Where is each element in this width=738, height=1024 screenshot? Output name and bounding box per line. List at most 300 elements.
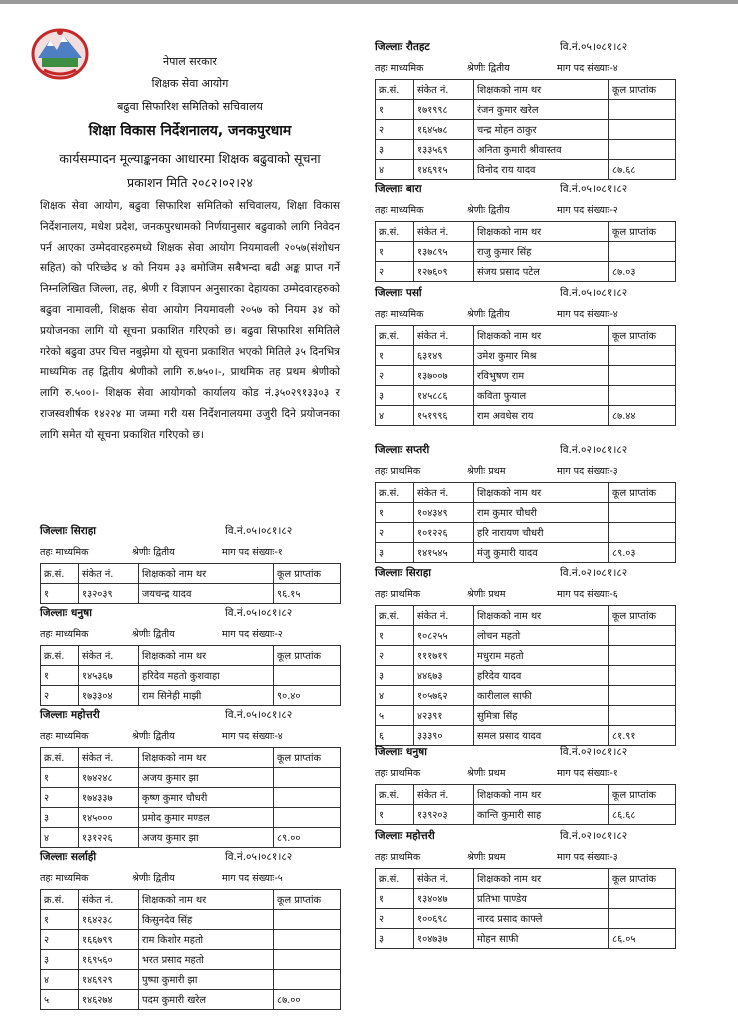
table-row [376,366,676,386]
district-heading [40,521,340,541]
table-header-cell: संकेत नं. [79,748,139,768]
district-meta [40,867,340,889]
table-cell [609,346,676,366]
table-header-cell: कूल प्राप्तांक [274,564,341,584]
candidate-table [375,784,676,825]
table-cell: १७४३३७ [79,788,139,808]
level-label: तहः माध्यमिक [40,629,89,640]
table-cell: मोहन साफी [474,929,609,949]
district-meta [375,762,675,784]
table-header-row [41,564,341,584]
posts-label: माग पद संख्याः-२ [222,629,283,640]
district-heading [40,603,340,623]
grade-label: श्रेणीः प्रथम [467,768,506,779]
table-cell: १ [376,889,414,909]
table-row [376,909,676,929]
district-name: जिल्लाः महोत्तरी [40,709,100,721]
table-cell: १४६९२९ [79,970,139,990]
table-header-cell: संकेत नं. [414,222,474,242]
table-cell: ४४६७३ [414,666,474,686]
posts-label: माग पद संख्याः-१ [557,768,618,779]
table-cell: राम किशोर महतो [139,930,274,950]
table-row [41,910,341,930]
table-cell [609,626,676,646]
district-name: जिल्लाः धनुषा [375,746,427,758]
table-cell: १६४५७८ [414,120,474,140]
table-row [376,140,676,160]
table-cell [274,808,341,828]
table-cell: कारीलाल साफी [474,686,609,706]
table-header-cell: क्र.सं. [376,80,414,100]
district-meta [375,460,675,482]
table-cell: १२७६०९ [414,262,474,282]
table-header-cell: कूल प्राप्तांक [609,483,676,503]
table-cell [274,910,341,930]
district-meta [40,541,340,563]
notice-title: कार्यसम्पादन मूल्याङ्कनका आधारमा शिक्षक बढुवाको सूचना [59,151,321,166]
district-heading [375,179,675,199]
table-cell [609,889,676,909]
table-row [376,805,676,825]
table-cell: १५१९९६ [414,406,474,426]
table-header-cell: संकेत नं. [414,326,474,346]
posts-label: माग पद संख्याः-३ [557,466,618,477]
table-header-row [376,869,676,889]
table-cell [609,366,676,386]
table-header-cell: कूल प्राप्तांक [609,606,676,626]
district-name: जिल्लाः सिराहा [40,525,96,537]
table-cell: नारद प्रसाद काफ्ले [474,909,609,929]
district-name: जिल्लाः बारा [375,183,422,195]
level-label: तहः माध्यमिक [375,63,424,74]
table-cell [274,950,341,970]
header-secretariat: बढुवा सिफारिश समितिको सचिवालय [117,100,263,113]
table-cell [609,706,676,726]
district-block [375,440,675,563]
table-cell: ८६.०५ [609,929,676,949]
table-header-cell: शिक्षकको नाम थर [139,890,274,910]
district-meta [40,725,340,747]
table-cell: ५ [376,706,414,726]
table-row [376,686,676,706]
table-cell: मधुराम महतो [474,646,609,666]
table-cell: कविता फुयाल [474,386,609,406]
table-cell [609,523,676,543]
district-meta [40,623,340,645]
table-cell: ५ [41,990,79,1010]
table-cell: १७१९९८ [414,100,474,120]
candidate-table [40,747,341,848]
grade-label: श्रेणीः प्रथम [467,852,506,863]
level-label: तहः माध्यमिक [375,309,424,320]
table-cell: प्रतिभा पाण्डेय [474,889,609,909]
table-cell: २ [376,909,414,929]
table-cell: चन्द्र मोहन ठाकुर [474,120,609,140]
publish-date: प्रकाशन मिति २०८२।०२।२४ [127,175,253,190]
header-government: नेपाल सरकार [163,55,217,68]
table-cell: ९०.४० [274,686,341,706]
table-header-row [376,483,676,503]
table-row [376,626,676,646]
level-label: तहः माध्यमिक [40,873,89,884]
table-cell: ३ [376,666,414,686]
table-header-cell: शिक्षकको नाम थर [474,606,609,626]
table-cell: १३७८९५ [414,242,474,262]
table-header-cell: संकेत नं. [79,890,139,910]
table-cell [274,788,341,808]
table-cell: हरिदेव यादव [474,666,609,686]
table-cell: ३ [376,543,414,563]
district-name: जिल्लाः सिराहा [375,567,431,579]
table-cell: भरत प्रसाद महतो [139,950,274,970]
table-cell: रविभुषण राम [474,366,609,386]
table-row [41,990,341,1010]
district-name: जिल्लाः महोत्तरी [375,830,435,842]
table-header-cell: क्र.सं. [41,564,79,584]
table-row [41,808,341,828]
table-cell: २ [41,788,79,808]
grade-label: श्रेणीः द्वितीय [132,547,175,558]
table-row [41,768,341,788]
table-header-row [376,785,676,805]
table-cell: १४५३६७ [79,666,139,686]
district-block [375,37,675,180]
table-cell: ६ [376,726,414,746]
table-cell: १ [376,626,414,646]
table-cell: १००६९८ [414,909,474,929]
table-cell: १११७१९ [414,646,474,666]
district-heading [40,705,340,725]
table-cell: प्रमोद कुमार मण्डल [139,808,274,828]
table-cell: १३३५६९ [414,140,474,160]
table-row [376,543,676,563]
table-row [41,584,341,604]
table-row [376,406,676,426]
table-cell: हरि नारायण चौधरी [474,523,609,543]
district-name: जिल्लाः सर्लाही [40,851,97,863]
table-cell: १४१५४५ [414,543,474,563]
advertisement-number: वि.नं.०२।०८१।८२ [560,444,628,456]
table-cell [609,503,676,523]
table-row [376,889,676,909]
table-row [376,523,676,543]
table-header-cell: संकेत नं. [79,646,139,666]
posts-label: माग पद संख्याः-२ [557,205,618,216]
table-row [41,970,341,990]
table-cell: १ [376,242,414,262]
grade-label: श्रेणीः द्वितीय [467,309,510,320]
posts-label: माग पद संख्याः-१ [222,547,283,558]
table-header-cell: कूल प्राप्तांक [609,222,676,242]
table-cell: १ [376,805,414,825]
table-cell: १६६७९९ [79,930,139,950]
table-header-cell: शिक्षकको नाम थर [474,483,609,503]
table-cell [609,140,676,160]
level-label: तहः माध्यमिक [40,547,89,558]
table-cell [609,242,676,262]
table-cell: ८९.०३ [609,543,676,563]
table-cell: पुष्पा कुमारी झा [139,970,274,990]
table-cell: मंजु कुमारी यादव [474,543,609,563]
table-header-row [41,890,341,910]
table-cell: जयचन्द्र यादव [139,584,274,604]
table-header-cell: क्र.सं. [41,748,79,768]
district-block [40,603,340,706]
table-cell: ३ [41,950,79,970]
table-cell: १६४२३८ [79,910,139,930]
table-cell [609,646,676,666]
table-cell: ४ [41,970,79,990]
table-cell: १ [376,346,414,366]
table-cell: राम कुमार चौधरी [474,503,609,523]
table-header-cell: क्र.सं. [41,890,79,910]
district-heading [375,563,675,583]
posts-label: माग पद संख्याः-४ [557,63,618,74]
table-header-cell: शिक्षकको नाम थर [474,785,609,805]
table-header-cell: क्र.सं. [376,222,414,242]
table-cell: १०५७६२ [414,686,474,706]
table-cell: सुमित्रा सिंह [474,706,609,726]
table-cell: १३७००७ [414,366,474,386]
table-cell: १७३३०४ [79,686,139,706]
table-cell: ४ [376,686,414,706]
candidate-table [40,645,341,706]
table-header-row [376,222,676,242]
level-label: तहः प्राथमिक [375,589,421,600]
table-cell: २ [41,686,79,706]
table-row [376,666,676,686]
table-cell: १४६९१५ [414,160,474,180]
table-header-cell: संकेत नं. [414,483,474,503]
posts-label: माग पद संख्याः-४ [557,309,618,320]
table-cell: ६३१४९ [414,346,474,366]
table-cell: ९६.१५ [274,584,341,604]
nepal-emblem-icon [30,26,90,80]
table-row [376,262,676,282]
table-header-row [376,80,676,100]
table-header-cell: शिक्षकको नाम थर [474,326,609,346]
advertisement-number: वि.नं.०२।०८१।८२ [560,830,628,842]
level-label: तहः प्राथमिक [375,852,421,863]
table-cell: ४ [41,828,79,848]
posts-label: माग पद संख्याः-६ [557,589,618,600]
table-row [376,706,676,726]
table-row [376,120,676,140]
table-header-cell: कूल प्राप्तांक [274,646,341,666]
district-block [375,742,675,825]
table-cell: १ [41,666,79,686]
district-name: जिल्लाः पर्सा [375,287,422,299]
table-cell: १ [41,768,79,788]
table-cell: ३ [376,140,414,160]
table-row [376,929,676,949]
district-meta [375,846,675,868]
advertisement-number: वि.नं.०५।०८१।८२ [225,525,293,537]
table-cell: ३ [376,386,414,406]
advertisement-number: वि.नं.०२।०८१।८२ [560,567,628,579]
table-cell: १०१२२६ [414,523,474,543]
grade-label: श्रेणीः द्वितीय [132,629,175,640]
table-cell: अनिता कुमारी श्रीवास्तव [474,140,609,160]
table-cell [609,909,676,929]
table-cell: ८१.९१ [609,726,676,746]
table-row [376,346,676,366]
level-label: तहः प्राथमिक [375,768,421,779]
table-cell: ८७.०३ [609,262,676,282]
table-cell [609,686,676,706]
district-meta [375,583,675,605]
table-cell: समल प्रसाद यादव [474,726,609,746]
table-row [376,160,676,180]
table-header-cell: कूल प्राप्तांक [609,869,676,889]
table-cell: १०८२५५ [414,626,474,646]
top-rule [0,0,738,4]
district-block [375,563,675,746]
district-heading [40,847,340,867]
table-cell: १ [376,100,414,120]
grade-label: श्रेणीः द्वितीय [467,205,510,216]
notice-body: शिक्षक सेवा आयोग, बढुवा सिफारिश समितिको सचिवालय, शिक्षा विकास निर्देशनालय, मधेश प्रदेश, जनकपुरधामको निर्णयानुसार बढुवाको लागि निवेदन पर्न आएका उम्मेदवारहरुमध्ये शिक्षक सेवा आयोग नियमावली २०५७(संशोधन सहित) को परिच्छेद ४ को नियम ३३ बमोजिम सबैभन्दा बढी अङ्क प्राप्त गर्ने निम्नलिखित जिल्ला, तह, श्रेणी र विज्ञापन अनुसारका देहायका उम्मेदवारहरुको बढुवा नामावली, शिक्षक सेवा आयोग नियमावली २०५७ को नियम ३४ को प्रयोजनका लागि यो सूचना प्रकाशित गरिएको छ। बढुवा सिफारिश समितिले गरेको बढुवा उपर चित्त नबुझेमा यो सूचना प्रकाशित भएको मितिले ३५ दिनभित्र माध्यमिक तह द्वितीय श्रेणीको लागि रु.७५०।-, प्राथमिक तह प्रथम श्रेणीको लागि रु.५००।- शिक्षक सेवा आयोगको कार्यालय कोड नं.३५०२९१३३०३ र राजस्वशीर्षक १४२२४ मा जम्मा गरी यस निर्देशनालयमा उजुरी दिने प्रयोजनका लागि समेत यो सूचना प्रकाशित गरिएको छ। [40,200,340,441]
table-cell: अजय कुमार झा [139,768,274,788]
table-row [41,666,341,686]
table-cell: १०४३४९ [414,503,474,523]
table-cell [274,970,341,990]
district-block [375,283,675,426]
header-commission: शिक्षक सेवा आयोग [151,77,229,90]
district-block [40,847,340,1010]
district-block [375,179,675,282]
table-cell: उमेश कुमार मिश्र [474,346,609,366]
table-cell: ८९.०० [274,828,341,848]
table-row [41,686,341,706]
advertisement-number: वि.नं.०५।०८१।८२ [225,607,293,619]
grade-label: श्रेणीः द्वितीय [132,873,175,884]
level-label: तहः माध्यमिक [40,731,89,742]
table-row [376,242,676,262]
table-row [376,646,676,666]
table-header-cell: शिक्षकको नाम थर [139,564,274,584]
district-heading [375,826,675,846]
table-row [376,503,676,523]
grade-label: श्रेणीः प्रथम [467,466,506,477]
advertisement-number: वि.नं.०५।०८१।८२ [560,183,628,195]
table-header-row [376,326,676,346]
table-header-cell: क्र.सं. [41,646,79,666]
candidate-table [375,221,676,282]
table-header-cell: क्र.सं. [376,326,414,346]
table-header-row [376,606,676,626]
table-header-cell: कूल प्राप्तांक [609,785,676,805]
table-header-cell: संकेत नं. [414,869,474,889]
header-directorate: शिक्षा विकास निर्देशनालय, जनकपुरधाम [88,123,292,139]
table-cell: लोचन महतो [474,626,609,646]
table-cell [274,930,341,950]
table-row [376,386,676,406]
district-block [375,826,675,949]
table-cell [274,666,341,686]
table-header-cell: क्र.सं. [376,606,414,626]
table-header-cell: कूल प्राप्तांक [274,890,341,910]
district-name: जिल्लाः सप्तरी [375,444,430,456]
table-cell: १७४२४८ [79,768,139,788]
table-header-cell: कूल प्राप्तांक [609,326,676,346]
table-cell: कृष्ण कुमार चौधरी [139,788,274,808]
table-cell: ४२३९१ [414,706,474,726]
district-meta [375,57,675,79]
table-cell: २ [376,262,414,282]
district-meta [375,199,675,221]
table-header-cell: संकेत नं. [414,785,474,805]
table-cell: १ [41,910,79,930]
advertisement-number: वि.नं.०५।०८१।८२ [225,851,293,863]
district-name: जिल्लाः रौतहट [375,41,430,53]
table-header-cell: शिक्षकको नाम थर [474,222,609,242]
table-header-cell: कूल प्राप्तांक [274,748,341,768]
table-row [41,930,341,950]
level-label: तहः प्राथमिक [375,466,421,477]
table-header-cell: शिक्षकको नाम थर [474,869,609,889]
table-cell: ८७.६८ [609,160,676,180]
district-heading [375,742,675,762]
table-cell: १३२०३९ [79,584,139,604]
table-cell: संजय प्रसाद पटेल [474,262,609,282]
posts-label: माग पद संख्याः-४ [222,731,283,742]
table-row [376,100,676,120]
table-row [41,828,341,848]
grade-label: श्रेणीः प्रथम [467,589,506,600]
district-heading [375,37,675,57]
table-cell [609,386,676,406]
district-meta [375,303,675,325]
table-header-cell: शिक्षकको नाम थर [139,646,274,666]
table-header-cell: क्र.सं. [376,869,414,889]
candidate-table [375,868,676,949]
table-cell: २ [376,646,414,666]
table-cell: ८७.४४ [609,406,676,426]
advertisement-number: वि.नं.०५।०८१।८२ [560,287,628,299]
table-cell: १४६२७४ [79,990,139,1010]
table-cell: विनोद राय यादव [474,160,609,180]
table-row [41,788,341,808]
table-cell: राम सिनेही माझी [139,686,274,706]
table-cell [609,666,676,686]
candidate-table [375,605,676,746]
table-cell: रंजन कुमार खरेल [474,100,609,120]
table-header-cell: शिक्षकको नाम थर [139,748,274,768]
advertisement-number: वि.नं.०२।०८१।८२ [560,746,628,758]
district-block [40,705,340,848]
table-header-cell: कूल प्राप्तांक [609,80,676,100]
table-cell: ३ [41,808,79,828]
table-cell: ३३३९० [414,726,474,746]
table-cell: अजय कुमार झा [139,828,274,848]
table-cell: ४ [376,160,414,180]
table-header-cell: संकेत नं. [414,606,474,626]
table-cell: १४५८८६ [414,386,474,406]
advertisement-number: वि.नं.०५।०८१।८२ [225,709,293,721]
table-header-cell: क्र.सं. [376,785,414,805]
table-cell: १०४७३७ [414,929,474,949]
level-label: तहः माध्यमिक [375,205,424,216]
table-cell: २ [376,120,414,140]
district-name: जिल्लाः धनुषा [40,607,92,619]
table-cell: ८६.६८ [609,805,676,825]
table-cell: १४५००० [79,808,139,828]
candidate-table [40,563,341,604]
grade-label: श्रेणीः द्वितीय [467,63,510,74]
table-header-cell: क्र.सं. [376,483,414,503]
table-cell: ८७.०० [274,990,341,1010]
